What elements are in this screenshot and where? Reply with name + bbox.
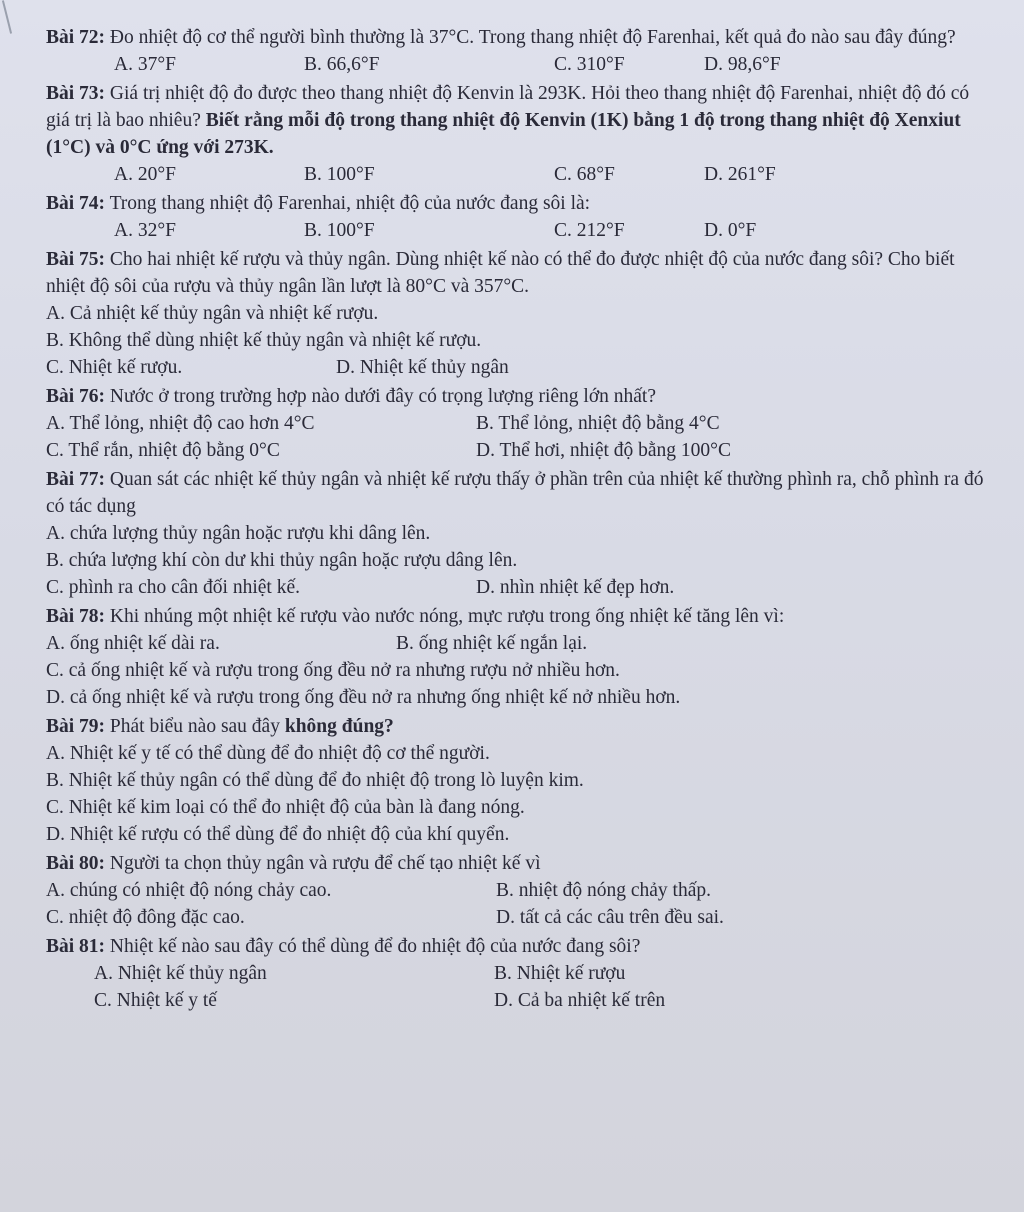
option-c[interactable]: C. cả ống nhiệt kế và rượu trong ống đều nở ra nhưng rượu nở nhiều hơn. xyxy=(46,660,620,681)
option-d[interactable]: D. 98,6°F xyxy=(704,54,781,75)
option-a[interactable]: A. 20°F xyxy=(114,164,176,185)
problem-text: Cho hai nhiệt kế rượu và thủy ngân. Dùng nhiệt kế nào có thể đo được nhiệt độ của nước đang sôi? Cho biết nhiệt độ sôi của rượu và thủy ngân lần lượt là 80°C và 357°C. xyxy=(46,249,955,297)
problem-text: Giá trị nhiệt độ đo được theo thang nhiệt độ Kenvin là 293K. Hỏi theo thang nhiệt độ Farenhai, nhiệt độ đó có giá trị là bao nhiêu? xyxy=(46,83,970,131)
option-d[interactable]: D. tất cả các câu trên đều sai. xyxy=(496,907,724,928)
problem-label: Bài 75: xyxy=(46,249,106,270)
problem-text: Khi nhúng một nhiệt kế rượu vào nước nóng, mực rượu trong ống nhiệt kế tăng lên vì: xyxy=(109,606,785,627)
option-c[interactable]: C. Nhiệt kế rượu. xyxy=(46,357,183,378)
option-c[interactable]: C. 68°F xyxy=(554,164,615,185)
option-b[interactable]: B. 100°F xyxy=(304,164,375,185)
problem-label: Bài 74: xyxy=(46,193,106,214)
problem-label: Bài 77: xyxy=(46,469,106,490)
problem-label: Bài 80: xyxy=(46,853,106,874)
option-d[interactable]: D. Cả ba nhiệt kế trên xyxy=(494,990,666,1011)
problem-text-bold: không đúng? xyxy=(284,716,394,737)
problem-81 xyxy=(34,933,994,1014)
option-d[interactable]: D. Nhiệt kế thủy ngân xyxy=(336,357,509,378)
problem-label: Bài 78: xyxy=(46,606,106,627)
option-a[interactable]: A. chứa lượng thủy ngân hoặc rượu khi dâng lên. xyxy=(46,523,431,544)
option-c[interactable]: C. nhiệt độ đông đặc cao. xyxy=(46,907,245,928)
pen-mark xyxy=(2,0,12,33)
option-b[interactable]: B. Nhiệt kế thủy ngân có thể dùng để đo nhiệt độ trong lò luyện kim. xyxy=(46,770,584,791)
problem-75 xyxy=(34,246,994,381)
option-c[interactable]: C. 310°F xyxy=(554,54,625,75)
problem-text: Trong thang nhiệt độ Farenhai, nhiệt độ của nước đang sôi là: xyxy=(109,193,591,214)
option-b[interactable]: B. ống nhiệt kế ngắn lại. xyxy=(396,633,588,654)
option-d[interactable]: D. Thể hơi, nhiệt độ bằng 100°C xyxy=(476,440,731,461)
options xyxy=(34,410,994,464)
problem-label: Bài 72: xyxy=(46,27,106,48)
problem-text: Người ta chọn thủy ngân và rượu để chế tạo nhiệt kế vì xyxy=(109,853,541,874)
option-b[interactable]: B. 66,6°F xyxy=(304,54,380,75)
option-a[interactable]: A. Thể lỏng, nhiệt độ cao hơn 4°C xyxy=(46,413,315,434)
option-a[interactable]: A. Nhiệt kế y tế có thể dùng để đo nhiệt độ cơ thể người. xyxy=(46,743,490,764)
option-b[interactable]: B. Thể lỏng, nhiệt độ bằng 4°C xyxy=(476,413,720,434)
option-a[interactable]: A. Cả nhiệt kế thủy ngân và nhiệt kế rượu. xyxy=(46,303,379,324)
problem-stem xyxy=(34,190,994,217)
options xyxy=(34,161,994,188)
option-a[interactable]: A. chúng có nhiệt độ nóng chảy cao. xyxy=(46,880,332,901)
problem-label: Bài 81: xyxy=(46,936,106,957)
option-b[interactable]: B. chứa lượng khí còn dư khi thủy ngân hoặc rượu dâng lên. xyxy=(46,550,518,571)
option-d[interactable]: D. nhìn nhiệt kế đẹp hơn. xyxy=(476,577,675,598)
options xyxy=(34,630,994,657)
problem-text: Nước ở trong trường hợp nào dưới đây có trọng lượng riêng lớn nhất? xyxy=(109,386,656,407)
problem-label: Bài 73: xyxy=(46,83,106,104)
problem-stem xyxy=(34,850,994,877)
option-c[interactable]: C. Nhiệt kế kim loại có thể đo nhiệt độ của bàn là đang nóng. xyxy=(46,797,525,818)
problem-stem xyxy=(34,383,994,410)
option-a[interactable]: A. Nhiệt kế thủy ngân xyxy=(94,963,267,984)
problem-80 xyxy=(34,850,994,931)
problem-text: Quan sát các nhiệt kế thủy ngân và nhiệt kế rượu thấy ở phần trên của nhiệt kế thường phình ra, chỗ phình ra đó có tác dụng xyxy=(46,469,984,517)
option-d[interactable]: D. 261°F xyxy=(704,164,776,185)
option-b[interactable]: B. Nhiệt kế rượu xyxy=(494,963,626,984)
options xyxy=(34,300,994,354)
options xyxy=(34,960,994,1014)
option-a[interactable]: A. ống nhiệt kế dài ra. xyxy=(46,633,220,654)
option-c[interactable]: C. phình ra cho cân đối nhiệt kế. xyxy=(46,577,300,598)
options xyxy=(34,520,994,574)
problem-stem xyxy=(34,246,994,300)
problem-79 xyxy=(34,713,994,848)
problem-text: Nhiệt kế nào sau đây có thể dùng để đo nhiệt độ của nước đang sôi? xyxy=(109,936,641,957)
problem-stem xyxy=(34,80,994,161)
option-c[interactable]: C. Nhiệt kế y tế xyxy=(94,990,217,1011)
problem-74 xyxy=(34,190,994,244)
problem-76 xyxy=(34,383,994,464)
problem-72 xyxy=(34,24,994,78)
problem-78 xyxy=(34,603,994,711)
options xyxy=(34,574,994,601)
option-c[interactable]: C. Thể rắn, nhiệt độ bằng 0°C xyxy=(46,440,280,461)
options xyxy=(34,877,994,931)
options xyxy=(34,740,994,848)
problem-77 xyxy=(34,466,994,601)
problem-text: Phát biểu nào sau đây xyxy=(109,716,280,737)
options xyxy=(34,217,994,244)
options xyxy=(34,51,994,78)
option-b[interactable]: B. nhiệt độ nóng chảy thấp. xyxy=(496,880,712,901)
problem-stem xyxy=(34,713,994,740)
problem-text-bold: Biết rằng mỗi độ trong thang nhiệt độ Kenvin (1K) bằng 1 độ trong thang nhiệt độ Xenxiut (1°C) và 0°C ứng với 273K. xyxy=(46,110,961,158)
option-c[interactable]: C. 212°F xyxy=(554,220,625,241)
option-d[interactable]: D. Nhiệt kế rượu có thể dùng để đo nhiệt độ của khí quyển. xyxy=(46,824,510,845)
problem-stem xyxy=(34,24,994,51)
problem-stem xyxy=(34,603,994,630)
options xyxy=(34,354,994,381)
problem-label: Bài 76: xyxy=(46,386,106,407)
problem-73 xyxy=(34,80,994,188)
problem-stem xyxy=(34,466,994,520)
problem-stem xyxy=(34,933,994,960)
option-b[interactable]: B. Không thể dùng nhiệt kế thủy ngân và nhiệt kế rượu. xyxy=(46,330,482,351)
option-d[interactable]: D. 0°F xyxy=(704,220,757,241)
option-a[interactable]: A. 32°F xyxy=(114,220,176,241)
problem-label: Bài 79: xyxy=(46,716,106,737)
problem-text: Đo nhiệt độ cơ thể người bình thường là 37°C. Trong thang nhiệt độ Farenhai, kết quả đo nào sau đây đúng? xyxy=(109,27,956,48)
option-d[interactable]: D. cả ống nhiệt kế và rượu trong ống đều nở ra nhưng ống nhiệt kế nở nhiều hơn. xyxy=(46,687,681,708)
option-b[interactable]: B. 100°F xyxy=(304,220,375,241)
options xyxy=(34,657,994,711)
option-a[interactable]: A. 37°F xyxy=(114,54,176,75)
